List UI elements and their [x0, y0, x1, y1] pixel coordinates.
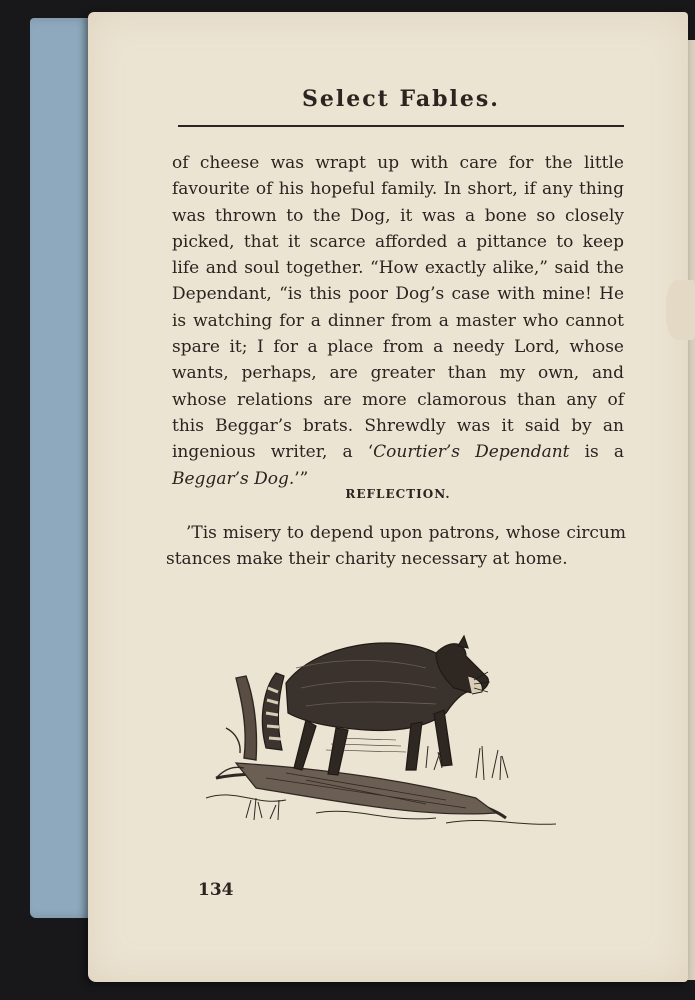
page-tear	[666, 280, 695, 340]
body-paragraph	[172, 150, 624, 492]
body-text	[172, 150, 624, 492]
raccoon-woodcut-illustration	[196, 628, 568, 838]
reflection-heading: REFLECTION.	[345, 487, 451, 501]
quote-mid: is a	[569, 442, 625, 463]
running-head: Select Fables.	[302, 86, 500, 112]
header-rule	[178, 125, 624, 127]
ground-and-log	[206, 763, 556, 824]
raccoon	[262, 636, 490, 775]
reflection-text: ’Tis misery to depend upon patrons, whose circum stances make their charity necessary at home.	[166, 523, 626, 569]
quote-italic-courtier: Courtier’s Dependant	[373, 442, 570, 463]
page-number: 134	[198, 880, 234, 900]
quote-italic-beggar: Beggar’s Dog.	[172, 468, 295, 489]
quote-end: ’”	[294, 468, 309, 489]
body-paragraph-main: of cheese was wrapt up with care for the little favourite of his hopeful family. In short, if any thing was thrown to the Dog, it was a bone so closely picked, that it scarce afforded a pittance to keep life and soul together. “How exactly alike,” said the Dependant, “is this poor Dog’s case with mine! He is watching for a dinner from a master who cannot spare it; I for a place from a needy Lord, whose wants, perhaps, are greater than my own, and whose relations are more clamorous than any of this Beggar’s brats. Shrewdly was it said by an ingenious writer, a ‘	[172, 153, 624, 463]
reflection-text-block	[166, 520, 626, 572]
